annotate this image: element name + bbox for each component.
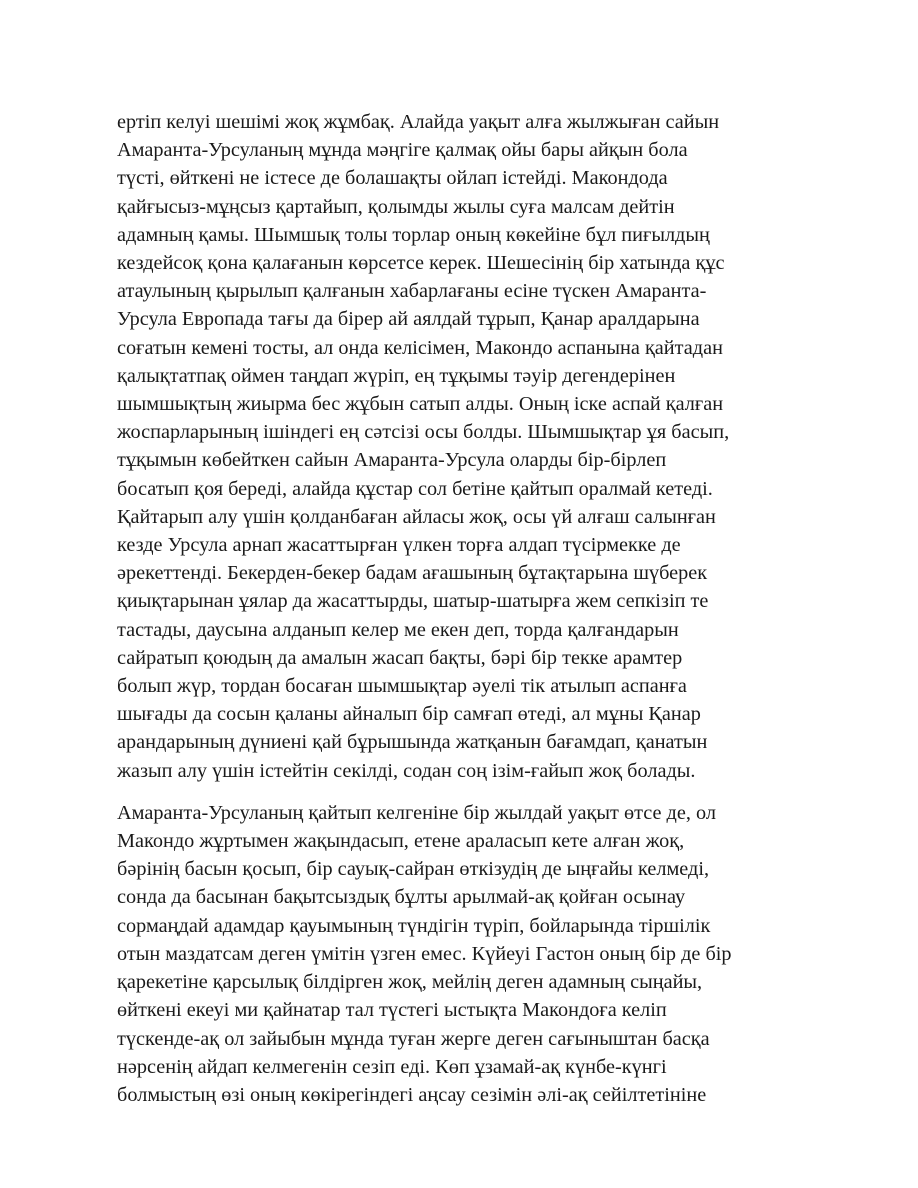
paragraph-2 (117, 799, 817, 1109)
text-line: тұқымын көбейткен сайын Амаранта-Урсула оларды бір-бірлеп (117, 449, 667, 472)
text-line: соғатын кемені тосты, ал онда келісімен, Макондо аспанына қайтадан (117, 336, 723, 359)
text-line: арандарының дүниені қай бұрышында жатқанын бағамдап, қанатын (117, 731, 708, 754)
text-line: шымшықтың жиырма бес жұбын сатып алды. Оның іске аспай қалған (117, 393, 724, 416)
paragraph-1 (117, 108, 817, 785)
text-line: кездейсоқ қона қалағанын көрсетсе керек. Шешесінің бір хатында құс (117, 252, 725, 275)
text-line: әрекеттенді. Бекерден-бекер бадам ағашының бұтақтарына шүберек (117, 562, 708, 585)
text-line: жоспарларының ішіндегі ең сәтсізі осы болды. Шымшықтар ұя басып, (117, 421, 730, 444)
text-line: Урсула Европада тағы да бірер ай аялдай тұрып, Қанар аралдарына (117, 308, 700, 331)
text-line: болмыстың өзі оның көкірегіндегі аңсау сезімін әлі-ақ сейілтетініне (117, 1083, 707, 1106)
text-line: отын маздатсам деген үмітін үзген емес. Күйеуі Гастон оның бір де бір (117, 942, 732, 965)
body-text (117, 108, 817, 1109)
text-line: Амаранта-Урсуланың мұнда мәңгіге қалмақ ойы бары айқын бола (117, 139, 688, 162)
text-line: сайратып қоюдың да амалын жасап бақты, бәрі бір текке арамтер (117, 646, 683, 669)
text-line: өйткені екеуі ми қайнатар тал түстегі ыстықта Макондоға келіп (117, 999, 667, 1022)
text-line: сонда да басынан бақытсыздық бұлты арылмай-ақ қойған осынау (117, 886, 686, 909)
text-line: сормаңдай адамдар қауымының түндігін түріп, бойларында тіршілік (117, 914, 711, 937)
text-line: нәрсенің айдап келмегенін сезіп еді. Көп ұзамай-ақ күнбе-күнгі (117, 1055, 667, 1078)
text-line: түскенде-ақ ол зайыбын мұнда туған жерге деген сағыныштан басқа (117, 1027, 710, 1050)
text-line: Макондо жұртымен жақындасып, етене араласып кете алған жоқ, (117, 830, 685, 853)
text-line: қайғысыз-мұңсыз қартайып, қолымды жылы суға малсам дейтін (117, 195, 675, 218)
text-line: адамның қамы. Шымшық толы торлар оның көкейіне бұл пиғылдың (117, 223, 710, 246)
text-line: шығады да сосын қаланы айналып бір самғап өтеді, ал мұны Қанар (117, 703, 701, 726)
text-line: тастады, даусына алданып келер ме екен деп, торда қалғандарын (117, 618, 679, 641)
text-line: қиықтарынан ұялар да жасаттырды, шатыр-шатырға жем сепкізіп те (117, 590, 709, 613)
text-line: жазып алу үшін істейтін секілді, содан соң ізім-ғайып жоқ болады. (117, 759, 696, 782)
text-line: атаулының қырылып қалғанын хабарлағаны есіне түскен Амаранта- (117, 280, 707, 303)
text-line: босатып қоя береді, алайда құстар сол бетіне қайтып оралмай кетеді. (117, 477, 713, 500)
text-line: ертіп келуі шешімі жоқ жұмбақ. Алайда уақыт алға жылжыған сайын (117, 111, 720, 133)
text-line: түсті, өйткені не істесе де болашақты ойлап істейді. Макондода (117, 167, 668, 190)
text-line: Амаранта-Урсуланың қайтып келгеніне бір жылдай уақыт өтсе де, ол (117, 801, 716, 824)
text-line: Қайтарып алу үшін қолданбаған айласы жоқ, осы үй алғаш салынған (117, 505, 716, 528)
text-line: қарекетіне қарсылық білдірген жоқ, мейлің деген адамның сыңайы, (117, 971, 703, 994)
text-line: қалықтатпақ оймен таңдап жүріп, ең тұқымы тәуір дегендерінен (117, 364, 676, 387)
text-line: бәрінің басын қосып, бір сауық-сайран өткізудің де ыңғайы келмеді, (117, 858, 710, 881)
text-line: болып жүр, тордан босаған шымшықтар әуелі тік атылып аспанға (117, 675, 687, 698)
text-line: кезде Урсула арнап жасаттырған үлкен торға алдап түсірмекке де (117, 534, 681, 557)
